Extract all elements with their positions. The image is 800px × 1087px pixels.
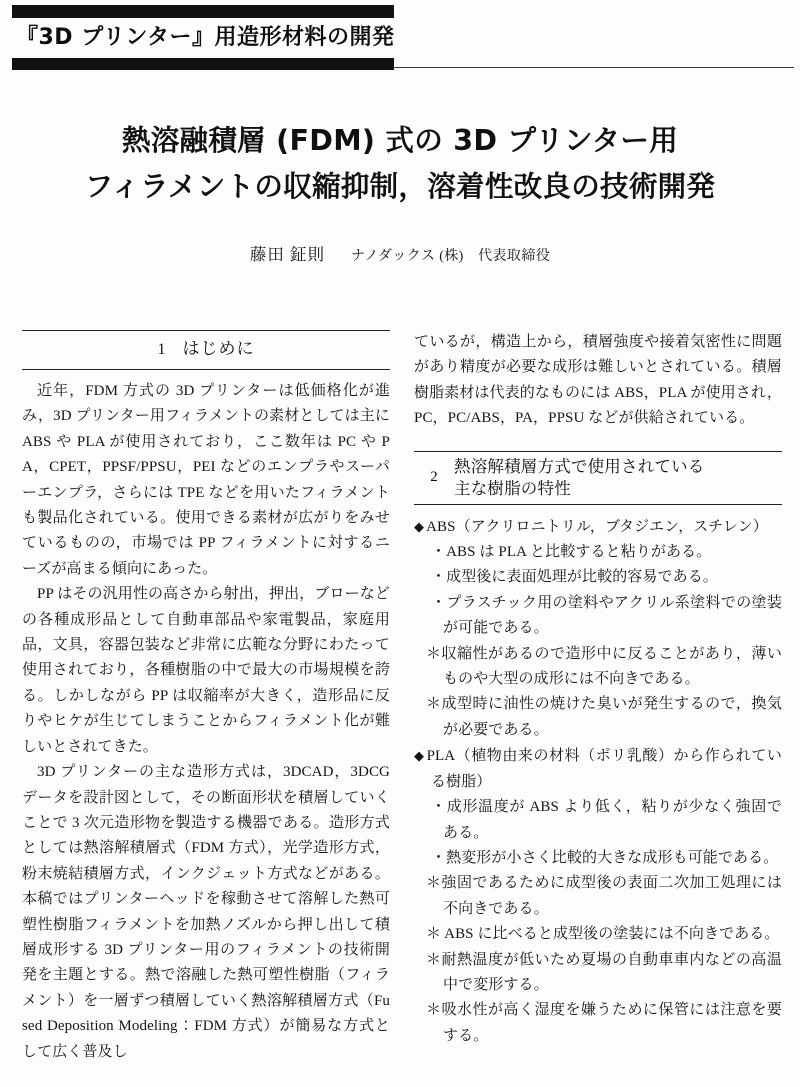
list-item: [414, 998, 782, 1049]
running-header-title: 『3D プリンター』用造形材料の開発: [16, 25, 395, 50]
paragraph: 3D プリンターの主な造形方式は，3DCAD，3DCG データを設計図として，その断面形状を積層していくことで 3 次元造形物を製造する機器である。造形方式としては熱溶解積層式（FDM 方式），光学造形方式，粉末焼結積層方式，インクジェット方式などがある。本稿ではプリンターヘッドを稼動させて溶解した熱可塑性樹脂フィラメントを加熱ノズルから押し出して積層成形する 3D プリンター用のフィラメントの技術開発を主題とする。熱で溶融した熱可塑性樹脂（フィラメント）を一層ずつ積層していく熱溶解積層方式（Fused Deposition Modeling：FDM 方式）が簡易な方式として広く普及し: [22, 764, 390, 1060]
section-2-number: 2: [430, 469, 438, 486]
list-marker: ・: [431, 569, 447, 586]
column-left: [22, 330, 390, 1065]
list-item-text: ABS は PLA と比較すると粘りがある。: [446, 544, 712, 561]
author-affiliation: ナノダックス (株) 代表取締役: [351, 249, 551, 264]
list-item: [414, 692, 782, 743]
list-item: [414, 591, 782, 642]
running-header: [0, 0, 800, 80]
list-item: [414, 871, 782, 922]
section-heading-1: [22, 330, 390, 370]
section-1-title: はじめに: [182, 339, 255, 359]
list-item-text: 成型時に油性の焼けた臭いが発生するので，換気が必要である。: [441, 696, 782, 738]
list-item-text: 成型後に表面処理が比較的容易である。: [446, 569, 718, 586]
list-marker: ＊: [426, 875, 442, 892]
paragraph: 近年，FDM 方式の 3D プリンターは低価格化が進み，3D プリンター用フィラメントの素材としては主に ABS や PLA が使用されており，ここ数年は PC や PA，CPET，PPSF/PPSU，PEI などのエンプラやスーパーエンプラ，さらには TPE などを用いたフィラメントも製品化されている。使用できる素材が広がりをみせているものの，市場では PP フィラメントに対するニーズが高まる傾向にあった。: [22, 383, 390, 577]
list-marker: ・: [431, 849, 447, 866]
resin-group-abs: [414, 514, 782, 744]
group-heading: [414, 514, 782, 540]
header-rule-top: [12, 5, 394, 18]
list-item-text: 熱変形が小さく比較的大きな成形も可能である。: [446, 849, 779, 866]
list-marker: ＊: [426, 951, 442, 968]
list-item-text: 収縮性があるので造形中に反ることがあり，薄いものや大型の成形には不向きである。: [441, 645, 782, 688]
diamond-bullet-icon: ◆: [414, 518, 425, 534]
list-item-text: 強固であるために成型後の表面二次加工処理には不向きである。: [441, 875, 782, 917]
list-marker: ＊: [426, 696, 442, 713]
header-rule-bottom: [12, 58, 394, 70]
list-item: [414, 948, 782, 999]
group-heading-label: ABS（アクリロニトリル，ブタジエン，スチレン）: [426, 518, 768, 535]
list-item: [414, 642, 782, 693]
group-heading-label: PLA（植物由来の材料（ポリ乳酸）から作られている樹脂）: [426, 748, 782, 790]
list-marker: ＊: [426, 926, 442, 943]
diamond-bullet-icon: ◆: [414, 748, 425, 764]
list-item: [414, 922, 782, 947]
list-item: [414, 565, 782, 590]
list-item: [414, 846, 782, 871]
group-heading: [414, 743, 782, 795]
resin-group-pla: [414, 743, 782, 1049]
list-marker: ・: [431, 544, 447, 561]
list-item-text: 耐熱温度が低いため夏場の自動車車内などの高温中で変形する。: [441, 951, 782, 993]
section-1-number: 1: [157, 341, 167, 358]
title-block: [0, 118, 800, 268]
author-name: 藤田 鉦則: [249, 245, 325, 264]
byline: [0, 244, 800, 268]
column-right: [414, 330, 782, 1065]
body-columns: [22, 330, 782, 1065]
list-item: [414, 795, 782, 846]
list-marker: ＊: [426, 1002, 442, 1019]
article-title-line-1: 熱溶融積層 (FDM) 式の 3D プリンター用: [121, 124, 679, 157]
section-heading-2: [414, 451, 782, 505]
list-marker: ＊: [426, 645, 442, 662]
list-marker: ・: [431, 799, 447, 816]
list-item: [414, 540, 782, 565]
article-title-line-2: フィラメントの収縮抑制，溶着性改良の技術開発: [84, 170, 716, 203]
list-item-text: 成形温度が ABS より低く，粘りが少なく強固である。: [443, 799, 782, 841]
section-2-title-line-2: 主な樹脂の特性: [454, 478, 571, 498]
section-2-title: [454, 456, 782, 500]
section-2-title-line-1: 熱溶解積層方式で使用されている: [454, 456, 705, 476]
list-item-text: 吸水性が高く湿度を嫌うために保管には注意を要する。: [441, 1002, 782, 1044]
list-item-text: プラスチック用の塗料やアクリル系塗料での塗装が可能である。: [443, 594, 782, 637]
header-rule-right-extension: [394, 67, 794, 68]
list-item-text: ABS に比べると成型後の塗装には不向きである。: [441, 926, 780, 943]
paragraph-continuation: ているが，構造上から，積層強度や接着気密性に問題があり精度が必要な成形は難しいとされている。積層樹脂素材は代表的なものには ABS，PLA が使用され，PC，PC/ABS，PA，PPSU などが供給されている。: [414, 334, 782, 427]
paragraph: PP はその汎用性の高さから射出，押出，ブローなどの各種成形品として自動車部品や家電製品，家庭用品，文具，容器包装など非常に広範な分野にわたって使用されており，各種樹脂の中で最大の市場規模を誇る。しかしながら PP は収縮率が大きく，造形品に反りやヒケが生じてしまうことからフィラメント化が難しいとされてきた。: [22, 586, 390, 755]
list-marker: ・: [431, 594, 447, 611]
